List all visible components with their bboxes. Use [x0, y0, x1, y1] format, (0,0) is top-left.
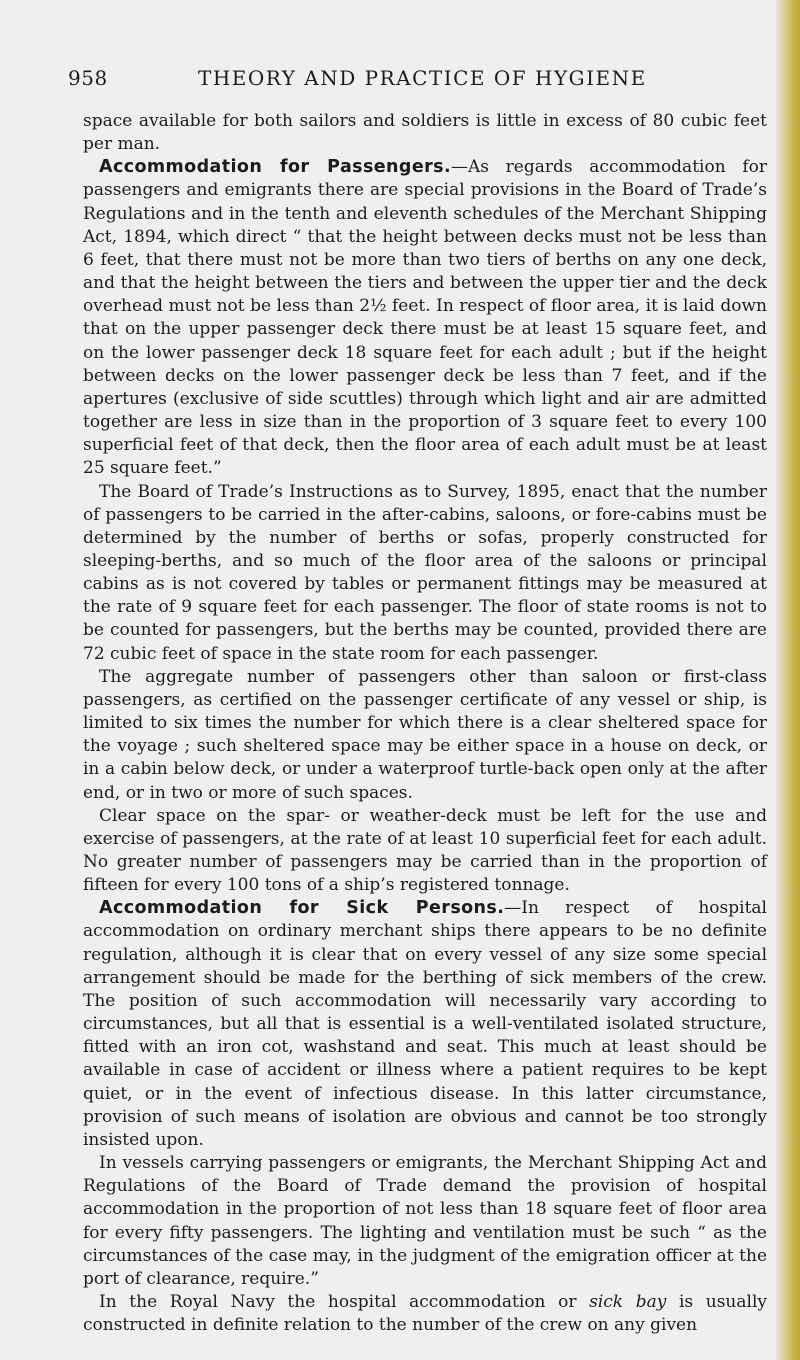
paragraph-emigrant-vessels: In vessels carrying passengers or emigrants, the Merchant Shipping Act and Regulations of the Board of Trade demand the provision of hospital accommodation in the proportion of not less than 18 square feet of floor area for every fifty passengers. The lighting and ventilation must be such “ as the circumstances of the case may, in the judgment of the emigration officer at the port of clearance, require.”: [83, 1153, 767, 1289]
paragraph-text: —In respect of hospital accommodation on ordinary merchant ships there appears to be no definite regulation, although it is clear that on every vessel of any size some special arrangement should be made for the berthing of sick members of the crew. The position of such accommodation will necessarily vary according to circumstances, but all that is essential is a well-ventilated isolated structure, fitted with an iron cot, washstand and seat. This much at least should be available in case of accident or illness where a patient requires to be kept quiet, or in the event of infectious disease. In this latter circumstance, provision of such means of isolation are obvious and cannot be too strongly insisted upon.: [83, 898, 767, 1150]
page-header: [68, 66, 768, 94]
italic-term: sick bay: [589, 1291, 667, 1312]
page-number: 958: [68, 66, 108, 90]
paragraph-continuation: space available for both sailors and soldiers is little in excess of 80 cubic feet per man.: [83, 111, 767, 155]
section-heading-passengers: Accommodation for Passengers.: [99, 157, 451, 178]
page-edge: [776, 0, 800, 1360]
paragraph-text: is usually constructed in definite relation to the number of the crew on any given: [83, 1291, 767, 1336]
paragraph-survey-instructions: The Board of Trade’s Instructions as to Survey, 1895, enact that the number of passengers to be carried in the after-cabins, saloons, or fore-cabins must be determined by the number of berths or sofas, properly constructed for sleeping-berths, and so much of the floor area of the saloons or principal cabins as is not covered by tables or permanent fittings may be measured at the rate of 9 square feet for each passenger. The floor of state rooms is not to be counted for passengers, but the berths may be counted, provided there are 72 cubic feet of space in the state room for each passenger.: [83, 481, 767, 664]
paragraph-text: In the Royal Navy the hospital accommodation or: [99, 1291, 590, 1312]
paragraph-text: —As regards accommodation for passengers and emigrants there are special provisions in the Board of Trade’s Regulations and in the tenth and eleventh schedules of the Merchant Shipping Act, 1894, which direct “ that the height between decks must not be less than 6 feet, that there must not be more than two tiers of berths on any one deck, and that the height between the tiers and between the upper tier and the deck overhead must not be less than 2½ feet. In respect of floor area, it is laid down that on the upper passenger deck there must be at least 15 square feet, and on the lower passenger deck 18 square feet for each adult ; but if the height between decks on the lower passenger deck be less than 7 feet, and if the apertures (exclusive of side scuttles) through which light and air are admitted together are less in size than in the proportion of 3 square feet to every 100 superficial feet of that deck, then the floor area of each adult must be at least 25 square feet.”: [83, 157, 767, 479]
paragraph-aggregate-number: The aggregate number of passengers other than saloon or first-class passengers, as certified on the passenger certificate of any vessel or ship, is limited to six times the number for which there is a clear sheltered space for the voyage ; such sheltered space may be either space in a house on deck, or in a cabin below deck, or under a waterproof turtle-back open only at the after end, or in two or more of such spaces.: [83, 666, 767, 803]
paragraph-clear-space: Clear space on the spar- or weather-deck must be left for the use and exercise of passengers, at the rate of at least 10 superficial feet for each adult. No greater number of passengers may be carried than in the proportion of fifteen for every 100 tons of a ship’s registered tonnage.: [83, 805, 767, 896]
section-heading-sick-persons: Accommodation for Sick Persons.: [99, 898, 505, 919]
paragraph-sick-persons: [83, 897, 767, 1152]
running-title: THEORY AND PRACTICE OF HYGIENE: [198, 66, 647, 90]
body-text: [83, 110, 767, 1337]
paragraph-royal-navy: [83, 1291, 767, 1337]
paragraph-passengers: [83, 156, 767, 480]
